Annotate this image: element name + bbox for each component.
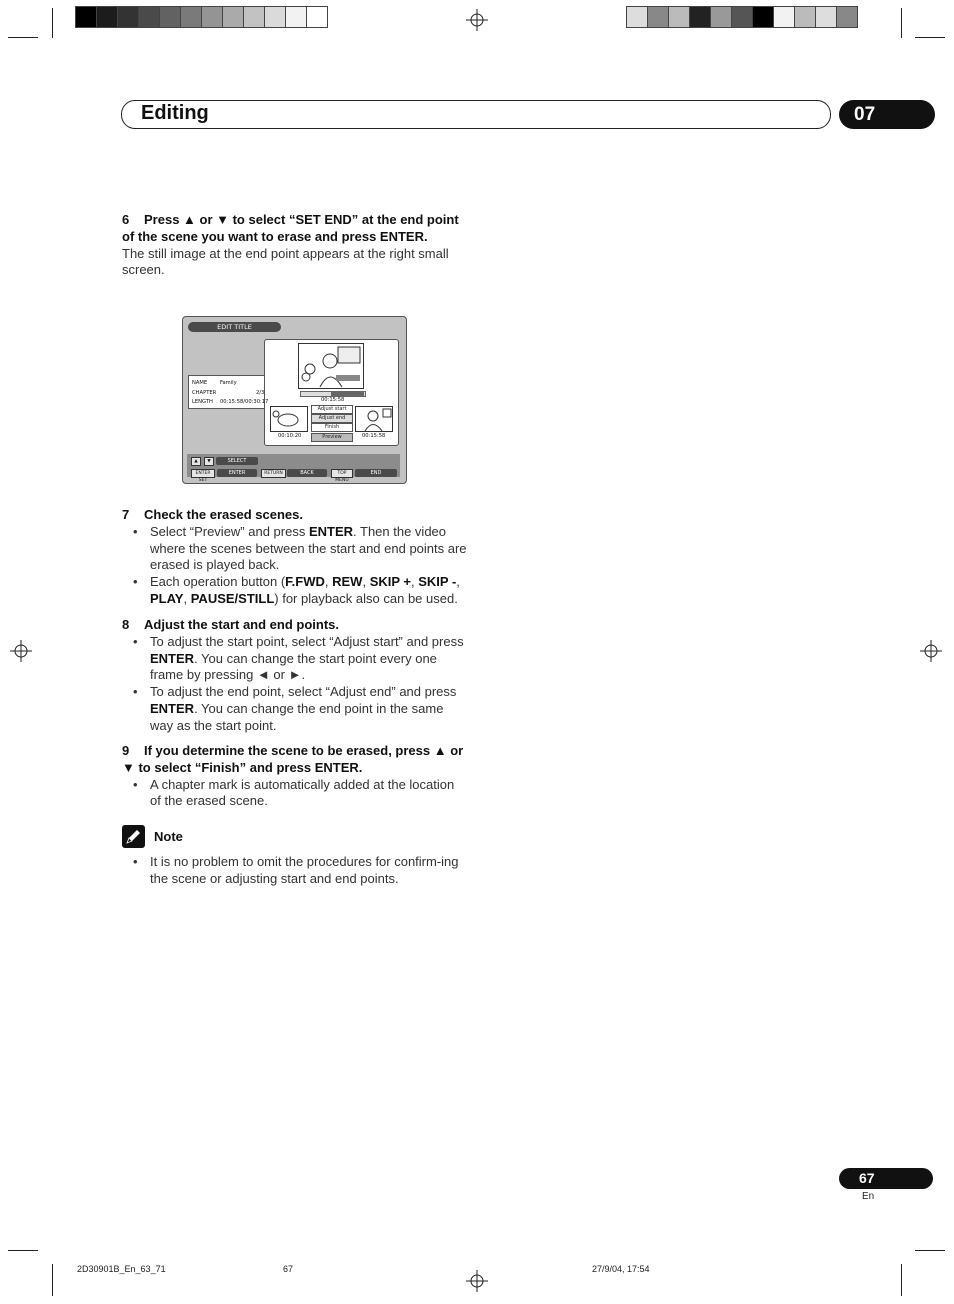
enter-key-icon: ENTER SET: [191, 469, 215, 478]
step-9-heading: 9 If you determine the scene to be erased, press ▲ or ▼ to select “Finish” and press ENTER.: [122, 743, 464, 775]
color-bar-right: [627, 6, 858, 28]
section-title: Editing: [141, 102, 209, 124]
top-menu-key-icon: TOP MENU: [331, 469, 353, 478]
enter-label: ENTER: [217, 469, 257, 477]
menu-finish[interactable]: Finish: [311, 423, 353, 432]
registration-mark-icon: [10, 640, 32, 662]
note-body: [122, 854, 467, 888]
step-6-heading: 6 Press ▲ or ▼ to select “SET END” at the end point of the scene you want to erase and press ENTER.: [122, 212, 459, 244]
main-time: 00:15:58: [321, 397, 345, 403]
crop-mark: [52, 1264, 53, 1296]
select-label: SELECT: [216, 457, 258, 465]
step-7-heading: 7 Check the erased scenes.: [122, 507, 303, 522]
footer-date: 27/9/04, 17:54: [592, 1264, 650, 1274]
color-bar-left: [76, 6, 328, 28]
footer-page: 67: [283, 1264, 294, 1274]
end-label: END: [355, 469, 397, 477]
crop-mark: [901, 8, 902, 38]
menu-adjust-start[interactable]: Adjust start: [311, 405, 353, 414]
return-key-icon: RETURN: [261, 469, 286, 478]
crop-mark: [52, 8, 53, 38]
main-preview-thumbnail: [298, 343, 364, 389]
step-9: [122, 743, 467, 810]
end-point-thumbnail: [355, 406, 393, 432]
step-8-heading: 8 Adjust the start and end points.: [122, 617, 340, 632]
crop-mark: [901, 1264, 902, 1296]
menu-adjust-end[interactable]: Adjust end: [311, 414, 353, 423]
step-8: [122, 617, 467, 735]
chapter-label: CHAPTER: [192, 390, 217, 396]
screen-title: EDIT TITLE: [188, 322, 281, 332]
chapter-number: 07: [839, 100, 935, 129]
step-9-bullet-1: • A chapter mark is automatically added at the location of the erased scene.: [133, 776, 455, 809]
step-6-description: The still image at the end point appears at the right small screen.: [122, 245, 449, 278]
edit-title-screen: [182, 316, 407, 484]
registration-mark-icon: [466, 1270, 488, 1292]
menu-preview[interactable]: Preview: [311, 433, 353, 442]
registration-mark-icon: [920, 640, 942, 662]
step-7-bullet-1: • Select “Preview” and press ENTER. Then the video where the scenes between the start and end points are erased is played back.: [133, 523, 467, 573]
crop-mark: [8, 1250, 38, 1251]
chapter-value: 2/3: [256, 390, 265, 396]
length-label: LENGTH: [192, 399, 213, 405]
step-7-bullet-2: • Each operation button (F.FWD, REW, SKIP +, SKIP -, PLAY, PAUSE/STILL) for playback also can be used.: [133, 574, 460, 606]
length-value: 00:15:58/00:30:17: [220, 399, 269, 405]
crop-mark: [915, 37, 945, 38]
step-8-bullet-1: • To adjust the start point, select “Adjust start” and press ENTER. You can change the start point every one frame by pressing ◄ or ►.: [133, 633, 464, 683]
registration-mark-icon: [466, 9, 488, 31]
header-frame: [121, 100, 831, 129]
note-title: Note: [154, 829, 183, 844]
up-key-icon: ▲: [191, 457, 201, 466]
note-pencil-icon: [122, 825, 145, 848]
start-time: 00:10:20: [278, 433, 302, 439]
down-key-icon: ▼: [204, 457, 214, 466]
name-label: NAME: [192, 380, 208, 386]
page-number: 67: [839, 1168, 933, 1189]
step-6: [122, 212, 467, 279]
page-language: En: [862, 1191, 875, 1202]
name-value: Family: [220, 380, 237, 386]
crop-mark: [915, 1250, 945, 1251]
note-bullet-1: • It is no problem to omit the procedures for confirm-ing the scene or adjusting start and end points.: [133, 854, 459, 886]
start-point-thumbnail: [270, 406, 308, 432]
end-time: 00:15:58: [362, 433, 386, 439]
back-label: BACK: [287, 469, 327, 477]
step-8-bullet-2: • To adjust the end point, select “Adjust end” and press ENTER. You can change the end point in the same way as the start point.: [133, 684, 457, 733]
step-7: [122, 507, 467, 608]
crop-mark: [8, 37, 38, 38]
footer-doc-id: 2D30901B_En_63_71: [77, 1264, 166, 1274]
